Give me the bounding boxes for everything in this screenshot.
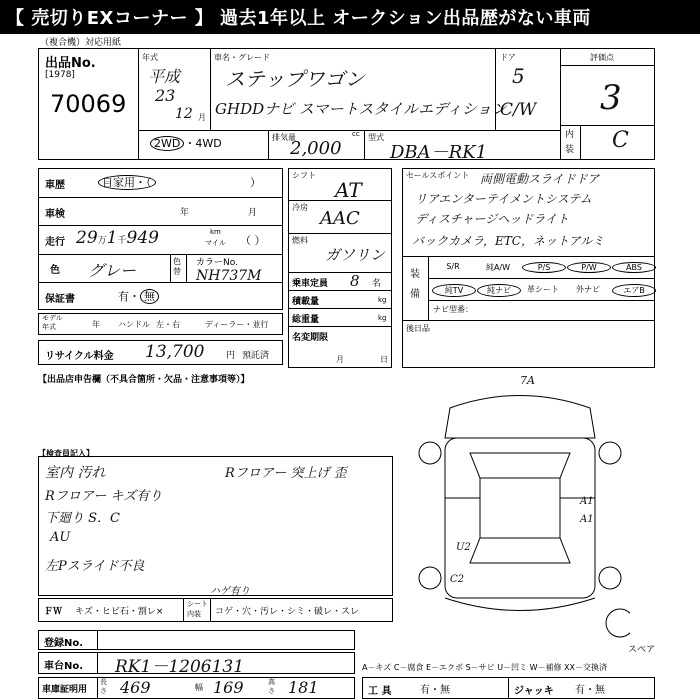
drive-2wd: 2WD [150, 136, 184, 151]
later-docs-label: 後日品 [406, 324, 430, 333]
sales-point-4: バックカメラ，ETC，ネットアルミ [412, 234, 605, 248]
form-note: （複合機）対応用紙 [40, 38, 122, 48]
condition-note: ハゲ有り [210, 586, 250, 597]
door-value: 5 [512, 64, 525, 88]
diagram-mark-a1-1: A1 [580, 496, 594, 507]
inspector-note-1: 室内 汚れ [45, 465, 106, 481]
nav-model-label: ナビ型番： [433, 305, 473, 314]
cc-unit: cc [352, 130, 360, 138]
model-type-label: 型式 [368, 133, 384, 142]
month-value: 12 [175, 106, 193, 122]
recycle-label: リサイクル料金 [45, 351, 114, 362]
equipment-row2-item-3: 外ナビ [576, 285, 600, 294]
car-body-outline [445, 438, 595, 598]
spare-tire [606, 609, 630, 637]
sales-point-3: ディスチャージヘッドライト [415, 212, 569, 226]
roof [480, 478, 560, 538]
inspector-note-right: Rフロアー 突上げ 歪 [225, 466, 347, 481]
mileage-label: 走行 [45, 237, 65, 248]
cert-length: 469 [120, 678, 151, 697]
diagram-mark-c2: C2 [450, 574, 465, 585]
registration-row [38, 630, 355, 650]
drive-4wd: 4WD [195, 137, 222, 150]
equipment-row2-item-4: エアB [612, 284, 656, 297]
header-title: 【 売切りEXコーナー 】 過去1年以上 オークション出品歴がない車両 [6, 8, 591, 29]
cooling-value: AAC [320, 208, 360, 229]
year-value: 23 [155, 86, 176, 105]
cert-height: 181 [288, 678, 319, 697]
damage-legend: A－キズ C－腐食 E－エクボ S－サビ U－凹ミ W－補修 XX－交換済 [362, 663, 608, 672]
car-rear-outline [445, 598, 595, 611]
color-code-label: カラーNo. [196, 258, 238, 268]
diagram-mark-a1-2: A1 [580, 514, 594, 525]
lot-number: 70069 [50, 90, 127, 118]
exhibitor-report-title: 【出品店申告欄（不具合箇所・欠品・注意事項等）】 [38, 375, 250, 385]
header-banner [0, 0, 700, 34]
lot-year-tag: [1978] [45, 70, 75, 80]
sales-points-label: セールスポイント [406, 171, 470, 180]
wheel-fl [419, 442, 441, 464]
interior-label-1: 内 [565, 130, 575, 140]
wheel-rl [419, 567, 441, 589]
equipment-row1-item-3: P/W [567, 262, 611, 273]
interior-label-2: 装 [565, 145, 575, 155]
inspector-note-5: 左Pスライド不良 [45, 559, 145, 574]
score-value: 3 [600, 78, 622, 118]
diagram-mark-top: 7A [520, 374, 535, 387]
car-front-outline [445, 396, 595, 439]
door-label: ドア [500, 53, 516, 62]
displacement-value: 2,000 [290, 138, 342, 159]
history-options: 自家用・（ [98, 174, 156, 190]
spare-label: スペア [628, 645, 656, 655]
inspection-label: 車検 [45, 209, 65, 220]
color-value: グレー [88, 261, 137, 280]
wheel-rr [599, 567, 621, 589]
body-type: C/W [500, 100, 537, 120]
year-label: 年式 [142, 53, 158, 62]
cert-width: 169 [213, 678, 244, 697]
model-year-label: モデル 年式 [42, 314, 63, 331]
equipment-row1-item-4: ABS [612, 262, 656, 273]
diagram-mark-u2: U2 [456, 542, 471, 553]
equipment-row1-item-1: 純A/W [485, 263, 511, 272]
car-diagram [410, 378, 630, 643]
sales-point-1: 両側電動スライドドア [480, 172, 600, 186]
lot-label: 出品No. [45, 56, 96, 71]
sales-point-2: リアエンターテイメントシステム [415, 192, 592, 206]
color-code-value: NH737M [196, 268, 262, 284]
recycle-value: 13,700 [145, 342, 205, 362]
era-value: 平成 [148, 67, 181, 86]
equipment-row1-item-2: P/S [522, 262, 566, 273]
capacity-value: 8 [350, 272, 360, 290]
inspector-note-3: 下廻り S．C [45, 511, 120, 526]
warranty-label: 保証書 [45, 294, 75, 305]
month-unit: 月 [198, 113, 206, 122]
equipment-row2-item-1: 純ナビ [477, 284, 521, 297]
model-name: ステップワゴン [225, 67, 365, 91]
model-type-value: DBA－RK1 [390, 142, 488, 163]
drive-options: 2WD ・4WD [150, 135, 222, 151]
warranty-options: 有・ 無 [118, 288, 159, 304]
equipment-row1-item-0: S/R [446, 262, 460, 271]
seat-values: コゲ・穴・汚レ・シミ・破レ・スレ [215, 607, 360, 617]
chassis-value: RK1－1206131 [115, 657, 245, 677]
fw-values: キズ・ヒビ石・割レ× [75, 607, 164, 617]
fuel-value: ガソリン [325, 246, 386, 264]
displacement-label: 排気量 [272, 133, 296, 142]
rear-window [470, 538, 570, 563]
equipment-row2-item-0: 純TV [432, 284, 476, 297]
shift-value: AT [335, 178, 362, 202]
interior-value: C [612, 128, 629, 153]
inspector-note-2: Rフロアー キズ有り [45, 489, 163, 504]
equipment-row2-item-2: 革シート [527, 285, 559, 294]
color-label: 色 [50, 265, 60, 276]
windshield [470, 453, 570, 478]
wheel-fr [599, 442, 621, 464]
history-label: 車歴 [45, 180, 65, 191]
model-grade: GHDDナビ スマートスタイルエディション [215, 100, 507, 118]
color-change-label: 色替 [173, 257, 181, 276]
inspector-note-4: AU [50, 530, 71, 545]
score-label: 評価点 [590, 53, 614, 62]
model-label: 車名・グレード [214, 53, 270, 62]
inspector-title: 【検査員記入】 [38, 449, 94, 458]
mileage-value: 29万1千949 [76, 228, 159, 248]
